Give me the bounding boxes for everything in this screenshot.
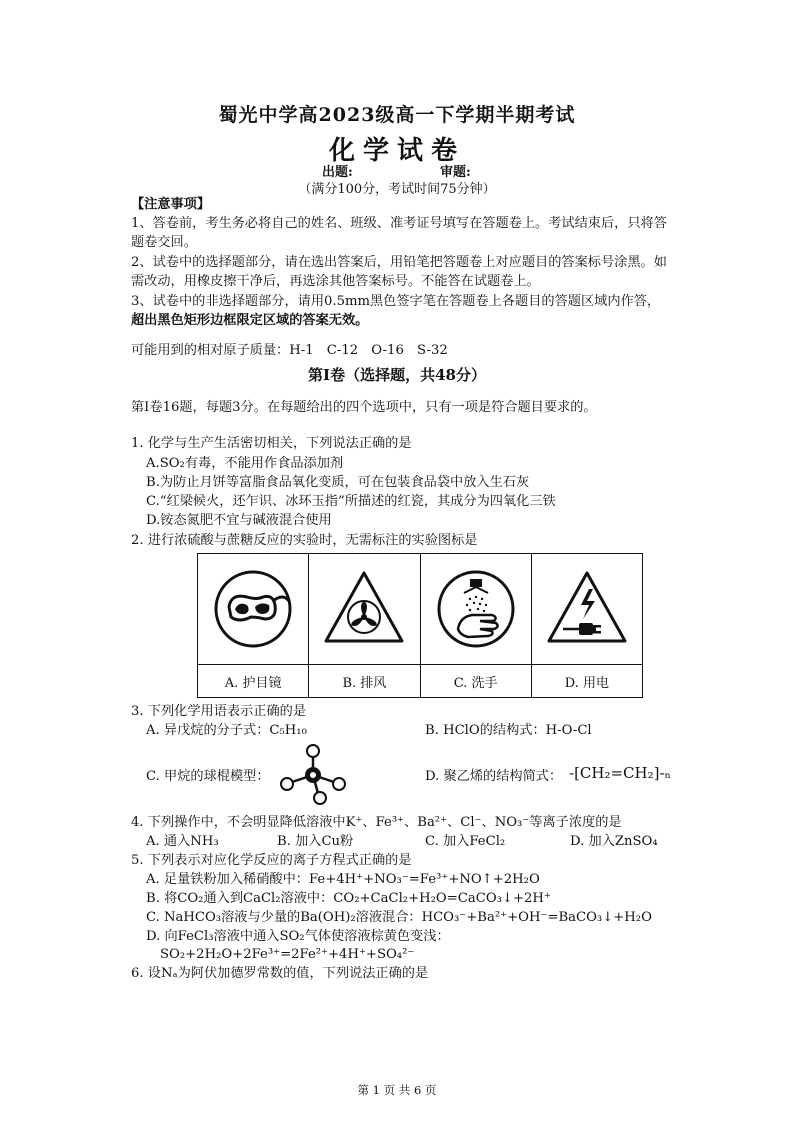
q3-option-b: B. HClO的结构式：H-O-Cl [425,723,592,738]
q2-cell-handwash [421,554,532,697]
notice-line: 1、答卷前，考生务必将自己的姓名、班级、准考证号填写在答题卷上。考试结束后，只将答 [131,216,667,231]
q5-option-b: B. 将CO₂通入到CaCl₂溶液中：CO₂+CaCl₂+H₂O=CaCO₃↓+2H⁺ [146,891,551,906]
q2-caption-d: D. 用电 [564,675,609,691]
q2-cell-ventilation [309,554,420,697]
goggles-icon [211,567,295,651]
q5-option-d: D. 向FeCl₃溶液中通入SO₂气体使溶液棕黄色变浅： [146,929,450,944]
q6-stem: 6. 设Nₐ为阿伏加德罗常数的值，下列说法正确的是 [131,966,429,981]
q4-option-b: B. 加入Cu粉 [277,834,354,849]
q2-caption-a: A. 护目镜 [224,675,282,691]
q1-option-b: B.为防止月饼等富脂食品氧化变质，可在包装食品袋中放入生石灰 [146,475,530,490]
q2-icon-table [197,553,643,698]
q2-stem: 2. 进行浓硫酸与蔗糖反应的实验时，无需标注的实验图标是 [131,533,478,548]
q5-stem: 5. 下列表示对应化学反应的离子方程式正确的是 [131,853,412,868]
fan-icon [322,567,406,651]
q2-caption-c: C. 洗手 [453,675,498,691]
q5-option-d-equation: SO₂+2H₂O+2Fe³⁺=2Fe²⁺+4H⁺+SO₄²⁻ [160,947,415,962]
exam-title: 蜀光中学高2023级高一下学期半期考试 [218,104,576,126]
q1-option-c: C.“红梁候火，还乍识、冰环玉指”所描述的红瓷，其成分为四氧化三铁 [146,494,556,509]
q3-stem: 3. 下列化学用语表示正确的是 [131,704,307,719]
notice-line: 3、试卷中的非选择题部分，请用0.5mm黑色签字笔在答题卷上各题目的答题区域内作答， [131,294,661,309]
q3-option-d: D. 聚乙烯的结构简式： [425,769,563,784]
reviewer-label: 审题: [440,165,471,180]
q2-caption-b: B. 排风 [342,675,387,691]
q5-option-c: C. NaHCO₃溶液与少量的Ba(OH)₂溶液混合：HCO₃⁻+Ba²⁺+OH⁻=BaCO₃↓+H₂O [146,910,652,925]
section-instruction: 第Ⅰ卷16题，每题3分。在每题给出的四个选项中，只有一项是符合题目要求的。 [131,400,597,415]
q1-option-d: D.铵态氮肥不宜与碱液混合使用 [146,513,332,528]
notice-line: 题卷交回。 [131,235,197,250]
atomic-masses: 可能用到的相对原子质量：H-1 C-12 O-16 S-32 [131,343,448,358]
page-footer: 第 1 页 共 6 页 [357,1083,437,1097]
q3-option-c: C. 甲烷的球棍模型： [146,769,270,784]
q2-cell-electricity [532,554,642,697]
q4-option-c: C. 加入FeCl₂ [425,834,506,849]
notice-line: 超出黑色矩形边框限定区域的答案无效。 [131,313,369,328]
q1-option-a: A.SO₂有毒，不能用作食品添加剂 [146,456,344,471]
q4-stem: 4. 下列操作中，不会明显降低溶液中K⁺、Fe³⁺、Ba²⁺、Cl⁻、NO₃⁻等离子浓度的是 [131,815,622,830]
q5-option-a: A. 足量铁粉加入稀硝酸中：Fe+4H⁺+NO₃⁻=Fe³⁺+NO↑+2H₂O [146,872,540,887]
methane-ball-stick-model [277,743,349,805]
notice-line: 2、试卷中的选择题部分，请在选出答案后，用铅笔把答题卷上对应题目的答案标号涂黑。如 [131,255,667,270]
q3-option-a: A. 异戊烷的分子式：C₅H₁₀ [146,723,307,738]
q4-option-a: A. 通入NH₃ [146,834,219,849]
handwash-icon [434,567,518,651]
notice-heading: 【注意事项】 [131,197,211,212]
q1-stem: 1. 化学与生产生活密切相关，下列说法正确的是 [131,436,412,451]
q2-cell-goggles [198,554,309,697]
notice-line: 需改动，用橡皮擦干净后，再选涂其他答案标号。不能答在试题卷上。 [131,274,540,289]
setter-label: 出题: [322,165,353,180]
subject-title: 化学试卷 [328,136,465,166]
section-title: 第Ⅰ卷（选择题，共48分） [308,366,486,384]
exam-meta: （满分100分，考试时间75分钟） [298,182,496,197]
electric-plug-icon [545,567,629,651]
q4-option-d: D. 加入ZnSO₄ [570,834,658,849]
polyethylene-formula: -[CH₂=CH₂]-ₙ [569,764,672,782]
